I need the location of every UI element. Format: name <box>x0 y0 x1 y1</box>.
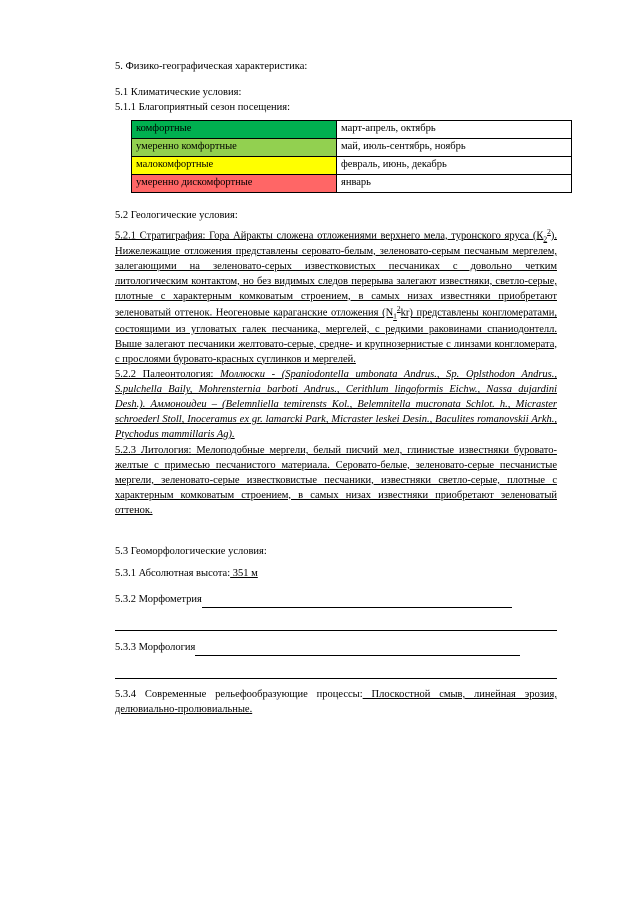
comfort-label-0: комфортные <box>132 120 337 138</box>
section-521-text-1: Гора Айракты сложена отложениями верхнего мела, туронского яруса (К <box>205 230 544 242</box>
section-521-label: 5.2.1 Стратиграфия: <box>115 230 206 242</box>
table-row <box>132 120 572 138</box>
section-532-row <box>115 593 557 608</box>
section-521-sup-1: 2 <box>547 226 551 236</box>
section-521-sup-2: 2 <box>396 304 401 314</box>
section-521-paragraph <box>115 227 557 368</box>
section-533-input-line-2[interactable] <box>115 667 557 679</box>
section-532-extra-line <box>115 616 557 631</box>
section-521-sub-2: 1 <box>393 312 397 322</box>
section-534-row <box>115 688 557 718</box>
section-533-row <box>115 641 557 656</box>
section-532-input-line-2[interactable] <box>115 619 557 631</box>
section-5-heading: 5. Физико-географическая характеристика: <box>115 61 308 72</box>
section-51-heading: 5.1 Климатические условия: <box>115 86 242 98</box>
comfort-label-2: малокомфортные <box>132 156 337 174</box>
section-532-label: 5.3.2 Морфометрия <box>115 594 202 606</box>
section-533-extra-line <box>115 664 557 679</box>
section-53-heading: 5.3 Геоморфологические условия: <box>115 545 267 557</box>
document-content <box>115 60 557 718</box>
section-522-paragraph <box>115 368 557 443</box>
section-531-value[interactable]: 351 м <box>230 568 258 580</box>
comfort-value-3: январь <box>337 174 572 192</box>
table-row <box>132 156 572 174</box>
section-521-text-2: ). Нижележащие отложения представлены серовато-белым, зеленовато-серым песчаным мергелем, залегающими на зеленовато-серых известковистых песчаниках с довольно четким литологическим контактом, но без видимых следов перерыва залегают известняки, светло-серые, плотные с характерным комковатым строением, в самых низах известняки приобретают зеленоватый оттенок. Неогеновые караганские отложения (N <box>115 230 557 319</box>
section-511-heading: 5.1.1 Благоприятный сезон посещения: <box>115 101 291 113</box>
section-522-text: Моллюски - (Spaniodontella umbonata Andrus., Sp. Oplsthodon Andrus., S.pulchella Baily, Mohrensternia barboti Andrus., Cerithlum lingoformis Eichw., Nassa dujardini Desh.). Аммоноидеи – (Belemnliella temirensts Kol., Belemnitella mucronata Schlot. h., Micraster schroederl Stoll, Inoceramus ex gr. lamarcki Park, Micraster leskei Desin., Baculites romanovskii Arkh., Ptychodus mammillaris Ag). <box>115 369 557 441</box>
section-523-paragraph <box>115 444 557 519</box>
section-534-value[interactable]: Плоскостной смыв, линейная эрозия, делювиально-пролювиальные. <box>115 688 557 715</box>
section-523-text: Мелоподобные мергели, белый писчий мел, глинистые известняки буровато-желтые с примесью песчанистого материала. Серовато-белые, зеленовато-серые песчанистые мергели, зеленовато-серые известковистые песчаники, известняки светло-серые, плотные с характерным комковатым строением, в самых низах известняки приобретают зеленоватый оттенок. <box>115 444 557 516</box>
comfort-value-2: февраль, июнь, декабрь <box>337 156 572 174</box>
table-row <box>132 174 572 192</box>
comfort-season-table <box>131 120 572 193</box>
section-523-label: 5.2.3 Литология: <box>115 444 192 456</box>
section-533-input-line[interactable] <box>195 644 520 656</box>
table-row <box>132 138 572 156</box>
section-531-label: 5.3.1 Абсолютная высота: <box>115 568 231 580</box>
section-532-input-line[interactable] <box>202 596 512 608</box>
comfort-label-3: умеренно дискомфортные <box>132 174 337 192</box>
section-531-row <box>115 567 557 582</box>
section-534-label: 5.3.4 Современные рельефообразующие процессы: <box>115 688 363 700</box>
section-521-sub-1: 2 <box>543 234 548 244</box>
section-52-heading: 5.2 Геологические условия: <box>115 209 238 221</box>
comfort-value-1: май, июль-сентябрь, ноябрь <box>337 138 572 156</box>
section-522-label: 5.2.2 Палеонтология: <box>115 369 214 381</box>
comfort-label-1: умеренно комфортные <box>132 138 337 156</box>
comfort-value-0: март-апрель, октябрь <box>337 120 572 138</box>
section-521-text-3: kr) представлены конгломератами, состоящими из угловатых галек песчаника, мергелей, с редкими раковинами спаниодонтелл. Выше залегают песчаники желтовато-серые, средне- и крупнозернистые с линзами конгломерата, с прослоями буровато-красных суглинков и мергелей. <box>115 307 557 365</box>
section-533-label: 5.3.3 Морфология <box>115 642 196 654</box>
